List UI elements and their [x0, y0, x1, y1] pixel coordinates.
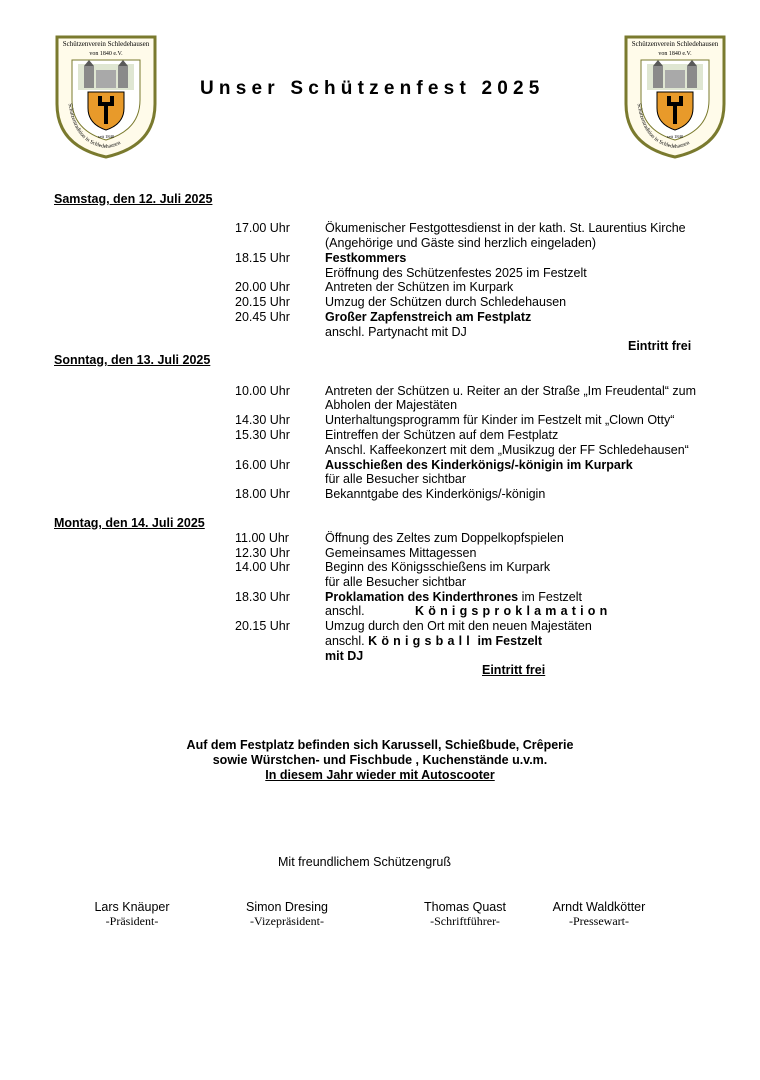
admission-note: Eintritt frei: [482, 663, 546, 677]
event-desc: Abholen der Majestäten: [325, 398, 458, 412]
crest-sub-text: von 1840 e.V.: [658, 51, 692, 57]
event-time: 12.30 Uhr: [235, 546, 290, 560]
signer-role: -Präsident-: [105, 914, 159, 928]
event-time: 17.00 Uhr: [235, 221, 290, 235]
event-desc: anschl.: [325, 604, 365, 618]
event-desc: Bekanntgabe des Kinderkönigs/-königin: [325, 487, 546, 501]
event-desc: Antreten der Schützen im Kurpark: [325, 280, 514, 294]
day-heading-sunday: Sonntag, den 13. Juli 2025: [54, 353, 211, 367]
event-desc: (Angehörige und Gäste sind herzlich eingeladen): [325, 236, 597, 250]
event-time: 16.00 Uhr: [235, 458, 290, 472]
page-title: Unser Schützenfest 2025: [200, 78, 545, 99]
event-desc: mit DJ: [325, 649, 364, 663]
event-desc-suffix: im Festzelt: [518, 590, 583, 604]
event-time: 15.30 Uhr: [235, 428, 290, 442]
event-desc: Öffnung des Zeltes zum Doppelkopfspielen: [325, 531, 564, 545]
event-desc: Großer Zapfenstreich am Festplatz: [325, 310, 532, 324]
event-desc-spaced: Königsproklamation: [415, 604, 612, 618]
signer-role: -Pressewart-: [569, 914, 629, 928]
event-desc: Umzug durch den Ort mit den neuen Majestäten: [325, 619, 592, 633]
crest-top-text: Schützenverein Schledehausen: [631, 40, 719, 48]
day-heading-monday: Montag, den 14. Juli 2025: [54, 516, 205, 530]
event-desc-spaced: Königsball: [368, 634, 474, 648]
event-desc: Anschl. Kaffeekonzert mit dem „Musikzug der FF Schledehausen“: [325, 443, 689, 457]
event-desc: Eröffnung des Schützenfestes 2025 im Festzelt: [325, 266, 587, 280]
event-desc: Antreten der Schützen u. Reiter an der Straße „Im Freudental“ zum: [325, 384, 697, 398]
event-desc: Eintreffen der Schützen auf dem Festplatz: [325, 428, 559, 442]
event-desc: Gemeinsames Mittagessen: [325, 546, 477, 560]
day-heading-saturday: Samstag, den 12. Juli 2025: [54, 192, 213, 206]
event-desc-bold: Proklamation des Kinderthrones: [325, 590, 519, 604]
event-desc: für alle Besucher sichtbar: [325, 472, 467, 486]
crest-top-text: Schützenverein Schledehausen: [62, 40, 150, 48]
event-time: 18.00 Uhr: [235, 487, 290, 501]
event-desc: Festkommers: [325, 251, 407, 265]
signer-role: -Schriftführer-: [430, 914, 500, 928]
event-desc: Unterhaltungsprogramm für Kinder im Festzelt mit „Clown Otty“: [325, 413, 675, 427]
signer-name: Thomas Quast: [424, 900, 506, 914]
crest-sub-text: von 1840 e.V.: [89, 51, 123, 57]
event-desc-prefix: anschl.: [325, 634, 369, 648]
event-desc: Umzug der Schützen durch Schledehausen: [325, 295, 567, 309]
event-time: 14.00 Uhr: [235, 560, 290, 574]
signer-name: Arndt Waldkötter: [552, 900, 646, 914]
club-crest-left: [54, 34, 158, 160]
event-desc: anschl. Partynacht mit DJ: [325, 325, 467, 339]
event-desc: für alle Besucher sichtbar: [325, 575, 467, 589]
event-time: 20.45 Uhr: [235, 310, 290, 324]
crest-since-text: seit 1840: [666, 134, 684, 139]
crest-ring-text: Schützentradition in Schledehausen: [66, 103, 122, 150]
event-time: 18.30 Uhr: [235, 590, 290, 604]
event-desc-suffix: im Festzelt: [474, 634, 543, 648]
event-time: 20.15 Uhr: [235, 295, 290, 309]
signature-press-officer: [542, 900, 656, 929]
event-time: 14.30 Uhr: [235, 413, 290, 427]
event-desc: [325, 634, 542, 648]
signer-name: Lars Knäuper: [94, 900, 170, 914]
event-desc: Ökumenischer Festgottesdienst in der kath. St. Laurentius Kirche: [325, 221, 686, 235]
info-line: sowie Würstchen- und Fischbude , Kuchenstände u.v.m.: [212, 753, 548, 767]
signature-secretary: [412, 900, 518, 929]
crest-ring-text: Schützentradition in Schledehausen: [635, 103, 691, 150]
signer-name: Simon Dresing: [246, 900, 328, 914]
club-crest-right: [623, 34, 727, 160]
event-time: 11.00 Uhr: [235, 531, 289, 545]
event-time: 20.15 Uhr: [235, 619, 290, 633]
event-time: 20.00 Uhr: [235, 280, 290, 294]
info-line: Auf dem Festplatz befinden sich Karussell, Schießbude, Crêperie: [186, 738, 574, 752]
event-time: 10.00 Uhr: [235, 384, 290, 398]
info-line-highlight: In diesem Jahr wieder mit Autoscooter: [265, 768, 495, 782]
signer-role: -Vizepräsident-: [250, 914, 324, 928]
signature-president: [82, 900, 182, 929]
event-desc: Ausschießen des Kinderkönigs/-königin im Kurpark: [325, 458, 633, 472]
event-time: 18.15 Uhr: [235, 251, 290, 265]
greeting: Mit freundlichem Schützengruß: [278, 855, 451, 869]
crest-since-text: seit 1840: [97, 134, 115, 139]
signature-vice-president: [232, 900, 342, 929]
event-desc: Beginn des Königsschießens im Kurpark: [325, 560, 551, 574]
event-desc: [325, 590, 582, 604]
admission-note: Eintritt frei: [628, 339, 692, 353]
